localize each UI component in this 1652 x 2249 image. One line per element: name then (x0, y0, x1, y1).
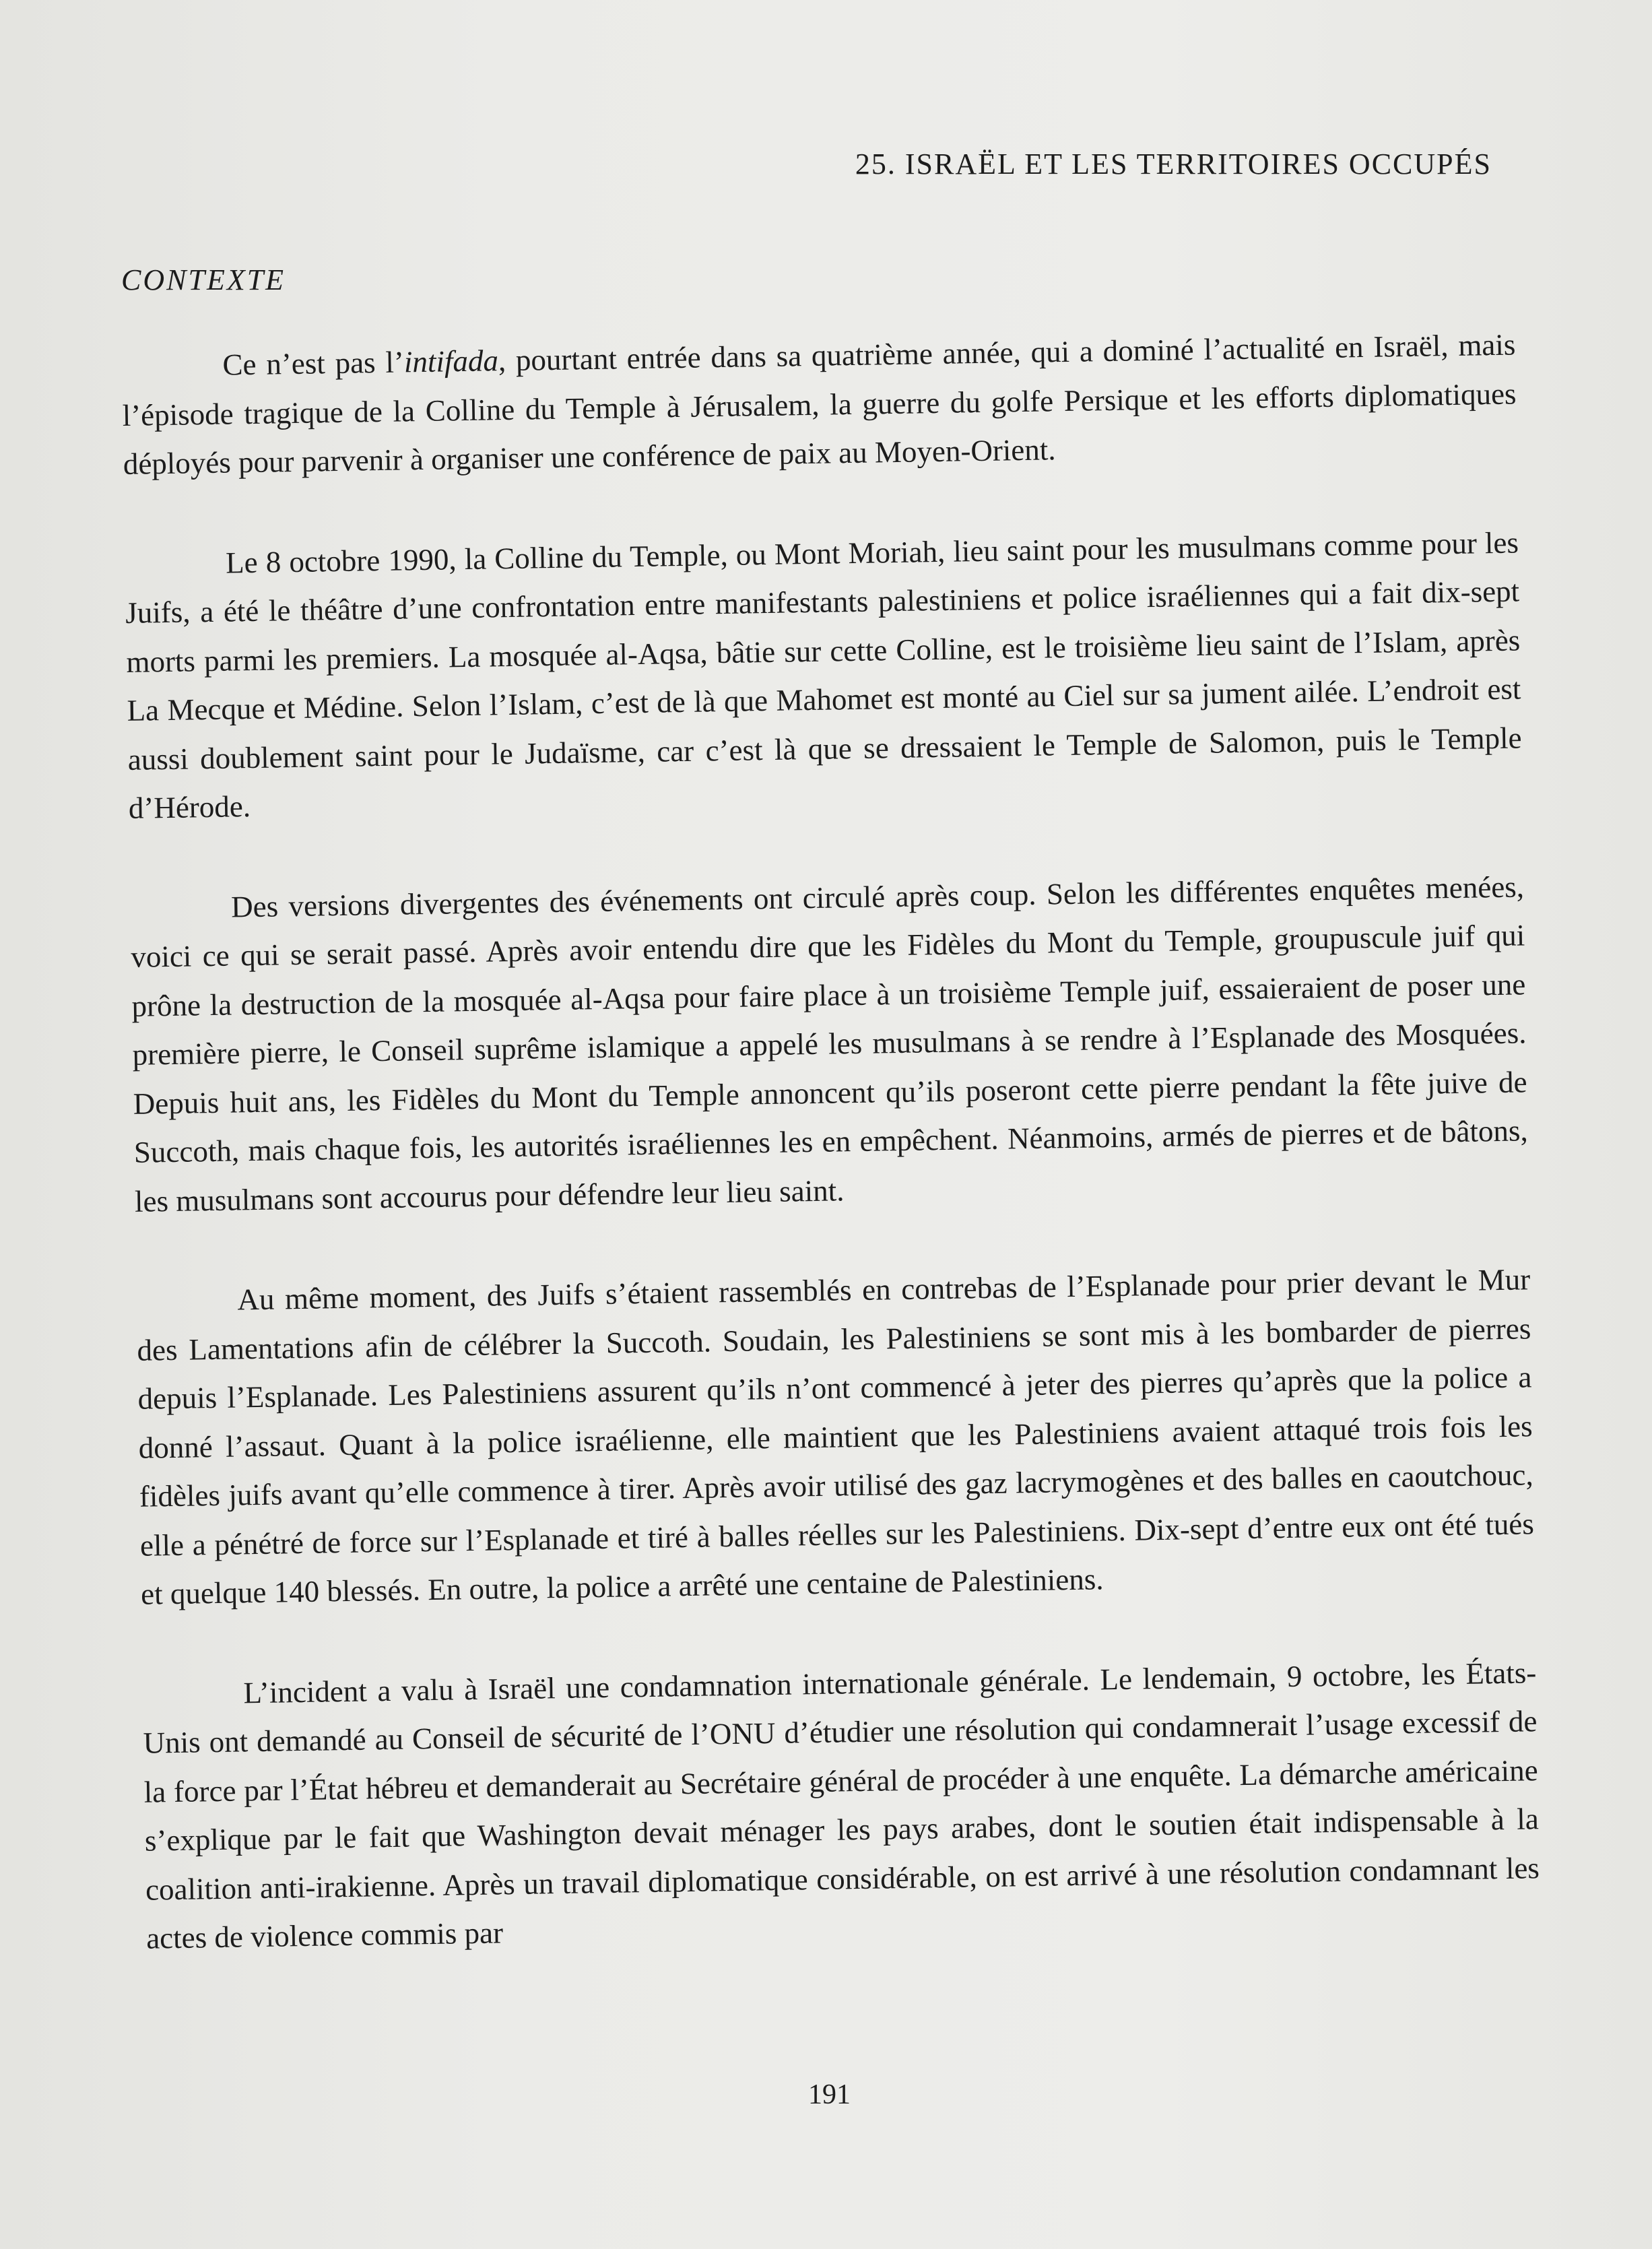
body-text (121, 320, 1542, 2014)
paragraph-1-text: , pourtant entrée dans sa quatrième année, qui a dominé l’actualité en Israël, mais l’épisode tragique de la Colline du Temple à Jérusalem, la guerre du golfe Persique et les efforts diplomatiques déployés pour parvenir à organiser une conférence de paix au Moyen-Orient. (122, 327, 1517, 481)
paragraph-1-lead: Ce n’est pas l’ (222, 345, 405, 382)
paragraph-2: Le 8 octobre 1990, la Colline du Temple, ou Mont Moriah, lieu saint pour les musulmans comme pour les Juifs, a été le théâtre d’une confrontation entre manifestants palestiniens et police israéliennes qui a fait dix-sept morts parmi les premiers. La mosquée al-Aqsa, bâtie sur cette Colline, est le troisième lieu saint de l’Islam, après La Mecque et Médine. Selon l’Islam, c’est de là que Mahomet est monté au Ciel sur sa jument ailée. L’endroit est aussi doublement saint pour le Judaïsme, car c’est là que se dressaient le Temple de Salomon, puis le Temple d’Hérode. (125, 525, 1522, 825)
paragraph-3: Des versions divergentes des événements ont circulé après coup. Selon les différentes enquêtes menées, voici ce qui se serait passé. Après avoir entendu dire que les Fidèles du Mont du Temple, groupuscule juif qui prône la destruction de la mosquée al-Aqsa pour faire place à un troisième Temple juif, essaieraient de poser une première pierre, le Conseil suprême islamique a appelé les musulmans à se rendre à l’Esplanade des Mosquées. Depuis huit ans, les Fidèles du Mont du Temple annoncent qu’ils poseront cette pierre pendant la fête juive de Succoth, mais chaque fois, les autorités israéliennes les en empêchent. Néanmoins, armés de pierres et de bâtons, les musulmans sont accourus pour défendre leur lieu saint. (130, 869, 1529, 1218)
chapter-title: 25. ISRAËL ET LES TERRITOIRES OCCUPÉS (855, 148, 1492, 181)
section-heading: CONTEXTE (121, 263, 286, 296)
paragraph-1 (121, 320, 1517, 488)
paragraph-5: L’incident a valu à Israël une condamnation internationale générale. Le lendemain, 9 octobre, les États-Unis ont demandé au Conseil de sécurité de l’ONU d’étudier une résolution qui condamnerait l’usage excessif de la force par l’État hébreu et demanderait au Secrétaire général de procéder à une enquête. La démarche américaine s’explique par le fait que Washington devait ménager les pays arabes, dont le soutien était indispensable à la coalition anti-irakienne. Après un travail diplomatique considérable, on est arrivé à une résolution condamnant les actes de violence commis par (143, 1655, 1540, 1955)
page-number: 191 (808, 2079, 851, 2110)
paragraph-4: Au même moment, des Juifs s’étaient rassemblés en contrebas de l’Esplanade pour prier devant le Mur des Lamentations afin de célébrer la Succoth. Soudain, les Palestiniens se sont mis à les bombarder de pierres depuis l’Esplanade. Les Palestiniens assurent qu’ils n’ont commencé à jeter des pierres qu’après que la police a donné l’assaut. Quant à la police israélienne, elle maintient que les Palestiniens avaient attaqué trois fois les fidèles juifs avant qu’elle commence à tirer. Après avoir utilisé des gaz lacrymogènes et des balles en caoutchouc, elle a pénétré de force sur l’Esplanade et tiré à balles réelles sur les Palestiniens. Dix-sept d’entre eux ont été tués et quelque 140 blessés. En outre, la police a arrêté une centaine de Palestiniens. (137, 1262, 1535, 1611)
paragraph-1-emphasis: intifada (403, 344, 499, 379)
